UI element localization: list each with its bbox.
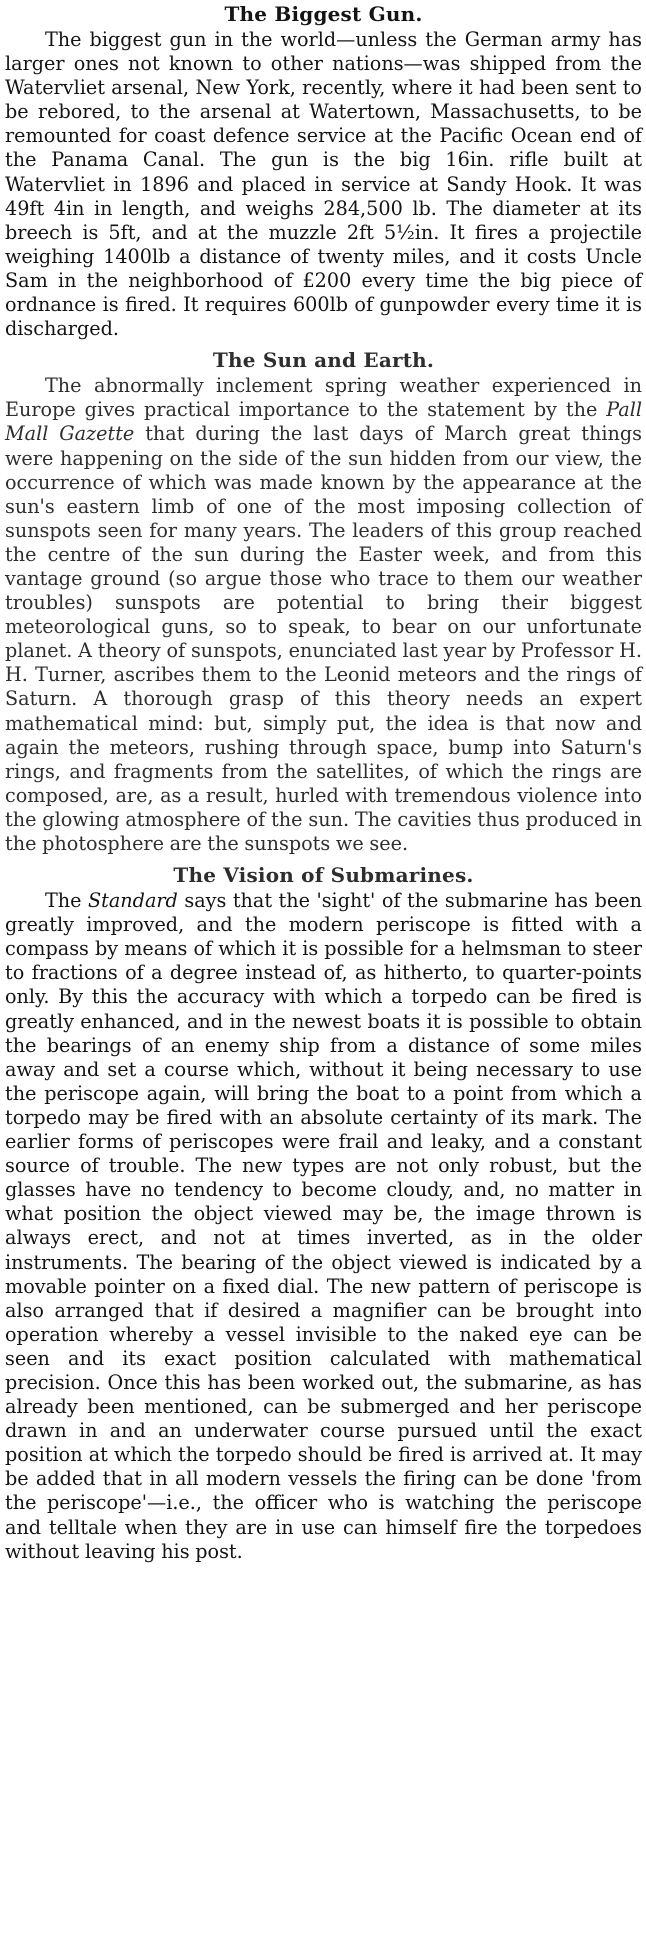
article-paragraph: The biggest gun in the world—unless the German army has larger ones not known to other nations—was shipped from the Watervliet arsenal, New York, recently, where it had been sent to be rebored, to the arsenal at Watertown, Massachusetts, to be remounted for coast defence service at the Pacific Ocean end of the Panama Canal. The gun is the big 16in. rifle built at Watervliet in 1896 and placed in service at Sandy Hook. It was 49ft 4in in length, and weighs 284,500 lb. The diameter at its breech is 5ft, and at the muzzle 2ft 5½in. It fires a projectile weighing 1400lb a distance of twenty miles, and it costs Uncle Sam in the neighborhood of £200 every time the big piece of ordnance is fired. It requires 600lb of gunpowder every time it is discharged. bbox=[5, 28, 642, 341]
article-sun-and-earth bbox=[5, 348, 642, 856]
article-heading: The Sun and Earth. bbox=[212, 348, 435, 373]
paragraph-text: says that the 'sight' of the submarine has been greatly improved, and the modern periscope is fitted with a compass by means of which it is possible for a helmsman to steer to fractions of a degree instead of, as hitherto, to quarter-points only. By this the accuracy with which a torpedo can be fired is greatly enhanced, and in the newest boats it is possible to obtain the bearings of an enemy ship from a distance of some miles away and set a course which, without it being necessary to use the periscope again, will bring the boat to a point from which a torpedo may be fired with an absolute certainty of its mark. The earlier forms of periscopes were frail and leaky, and a constant source of trouble. The new types are not only robust, but the glasses have no tendency to become cloudy, and, no matter in what position the object viewed may be, the image thrown is always erect, and not at times inverted, as in the older instruments. The bearing of the object viewed is indicated by a movable pointer on a fixed dial. The new pattern of periscope is also arranged that if desired a magnifier can be brought into operation whereby a vessel invisible to the naked eye can be seen and its exact position calculated with mathematical precision. Once this has been worked out, the submarine, as has already been mentioned, can be submerged and her periscope drawn in and an underwater course pursued until the exact position at which the torpedo should be fired is arrived at. It may be added that in all modern vessels the firing can be done 'from the periscope'—i.e., the officer who is watching the periscope and telltale when they are in use can himself fire the torpedoes without leaving his post. bbox=[5, 889, 642, 1563]
paragraph-text: The bbox=[45, 889, 89, 913]
article-biggest-gun bbox=[5, 2, 642, 341]
publication-name: Standard bbox=[88, 889, 178, 913]
article-heading: The Vision of Submarines. bbox=[173, 863, 474, 888]
article-heading: The Biggest Gun. bbox=[224, 2, 423, 26]
paragraph-text: The abnormally inclement spring weather experienced in Europe gives practical importance to the statement by the bbox=[5, 374, 642, 422]
article-vision-of-submarines bbox=[5, 863, 642, 1564]
article-paragraph bbox=[5, 889, 642, 1564]
publication-name: Pall Mall Gazette bbox=[5, 398, 642, 446]
article-paragraph bbox=[5, 374, 642, 856]
paragraph-text: that during the last days of March great things were happening on the side of the sun hidden from our view, the occurrence of which was made known by the appearance at the sun's eastern limb of one of the most imposing collection of sunspots seen for many years. The leaders of this group reached the centre of the sun during the Easter week, and from this vantage ground (so argue those who trace to them our weather troubles) sunspots are potential to bring their biggest meteorological guns, so to speak, to bear on our unfortunate planet. A theory of sunspots, enunciated last year by Professor H. H. Turner, ascribes them to the Leonid meteors and the rings of Saturn. A thorough grasp of this theory needs an expert mathematical mind: but, simply put, the idea is that now and again the meteors, rushing through space, bump into Saturn's rings, and fragments from the satellites, of which the rings are composed, are, as a result, hurled with tremendous violence into the glowing atmosphere of the sun. The cavities thus produced in the photosphere are the sunspots we see. bbox=[5, 422, 642, 855]
